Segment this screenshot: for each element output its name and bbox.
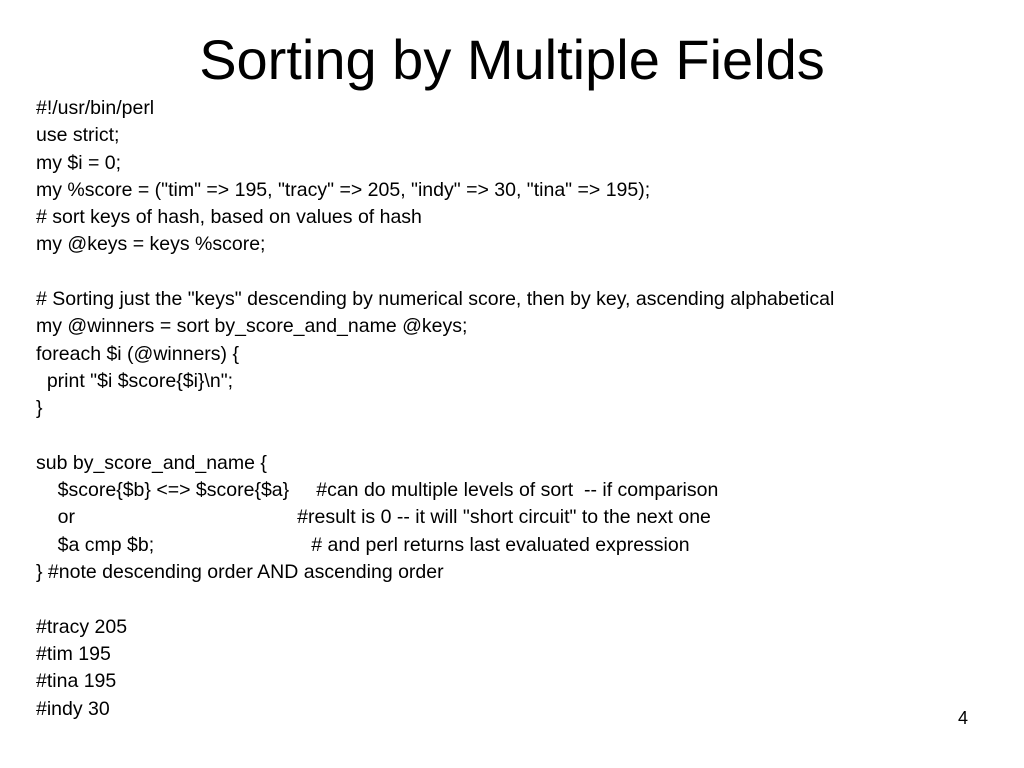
output-line: #tracy 205	[36, 615, 128, 638]
slide-number: 4	[957, 708, 968, 728]
code-line: print "$i $score{$i}\n";	[36, 369, 234, 392]
code-line: my @keys = keys %score;	[36, 233, 266, 256]
output-line: #tim 195	[36, 642, 111, 665]
code-block	[36, 95, 996, 723]
code-line: $a cmp $b; # and perl returns last evaluated expression	[36, 533, 690, 556]
code-line: foreach $i (@winners) {	[36, 342, 239, 365]
code-line: use strict;	[36, 124, 120, 147]
code-line: sub by_score_and_name {	[36, 451, 267, 474]
code-line: # sort keys of hash, based on values of hash	[36, 206, 422, 229]
code-line: } #note descending order AND ascending order	[36, 561, 444, 584]
code-line: }	[36, 397, 43, 420]
code-line: #!/usr/bin/perl	[36, 97, 155, 119]
output-line: #indy 30	[36, 697, 110, 720]
code-line: my %score = ("tim" => 195, "tracy" => 205, "indy" => 30, "tina" => 195);	[36, 178, 651, 201]
code-line: my $i = 0;	[36, 151, 122, 174]
blank-line	[36, 586, 996, 613]
code-line: # Sorting just the "keys" descending by numerical score, then by key, ascending alphabetical	[36, 288, 835, 311]
code-line: $score{$b} <=> $score{$a} #can do multiple levels of sort -- if comparison	[36, 479, 719, 502]
slide-title: Sorting by Multiple Fields	[199, 28, 825, 91]
output-line: #tina 195	[36, 670, 117, 693]
code-line: my @winners = sort by_score_and_name @keys;	[36, 315, 468, 338]
blank-line	[36, 423, 996, 450]
code-line: or #result is 0 -- it will "short circuit" to the next one	[36, 506, 711, 529]
blank-line	[36, 259, 996, 286]
